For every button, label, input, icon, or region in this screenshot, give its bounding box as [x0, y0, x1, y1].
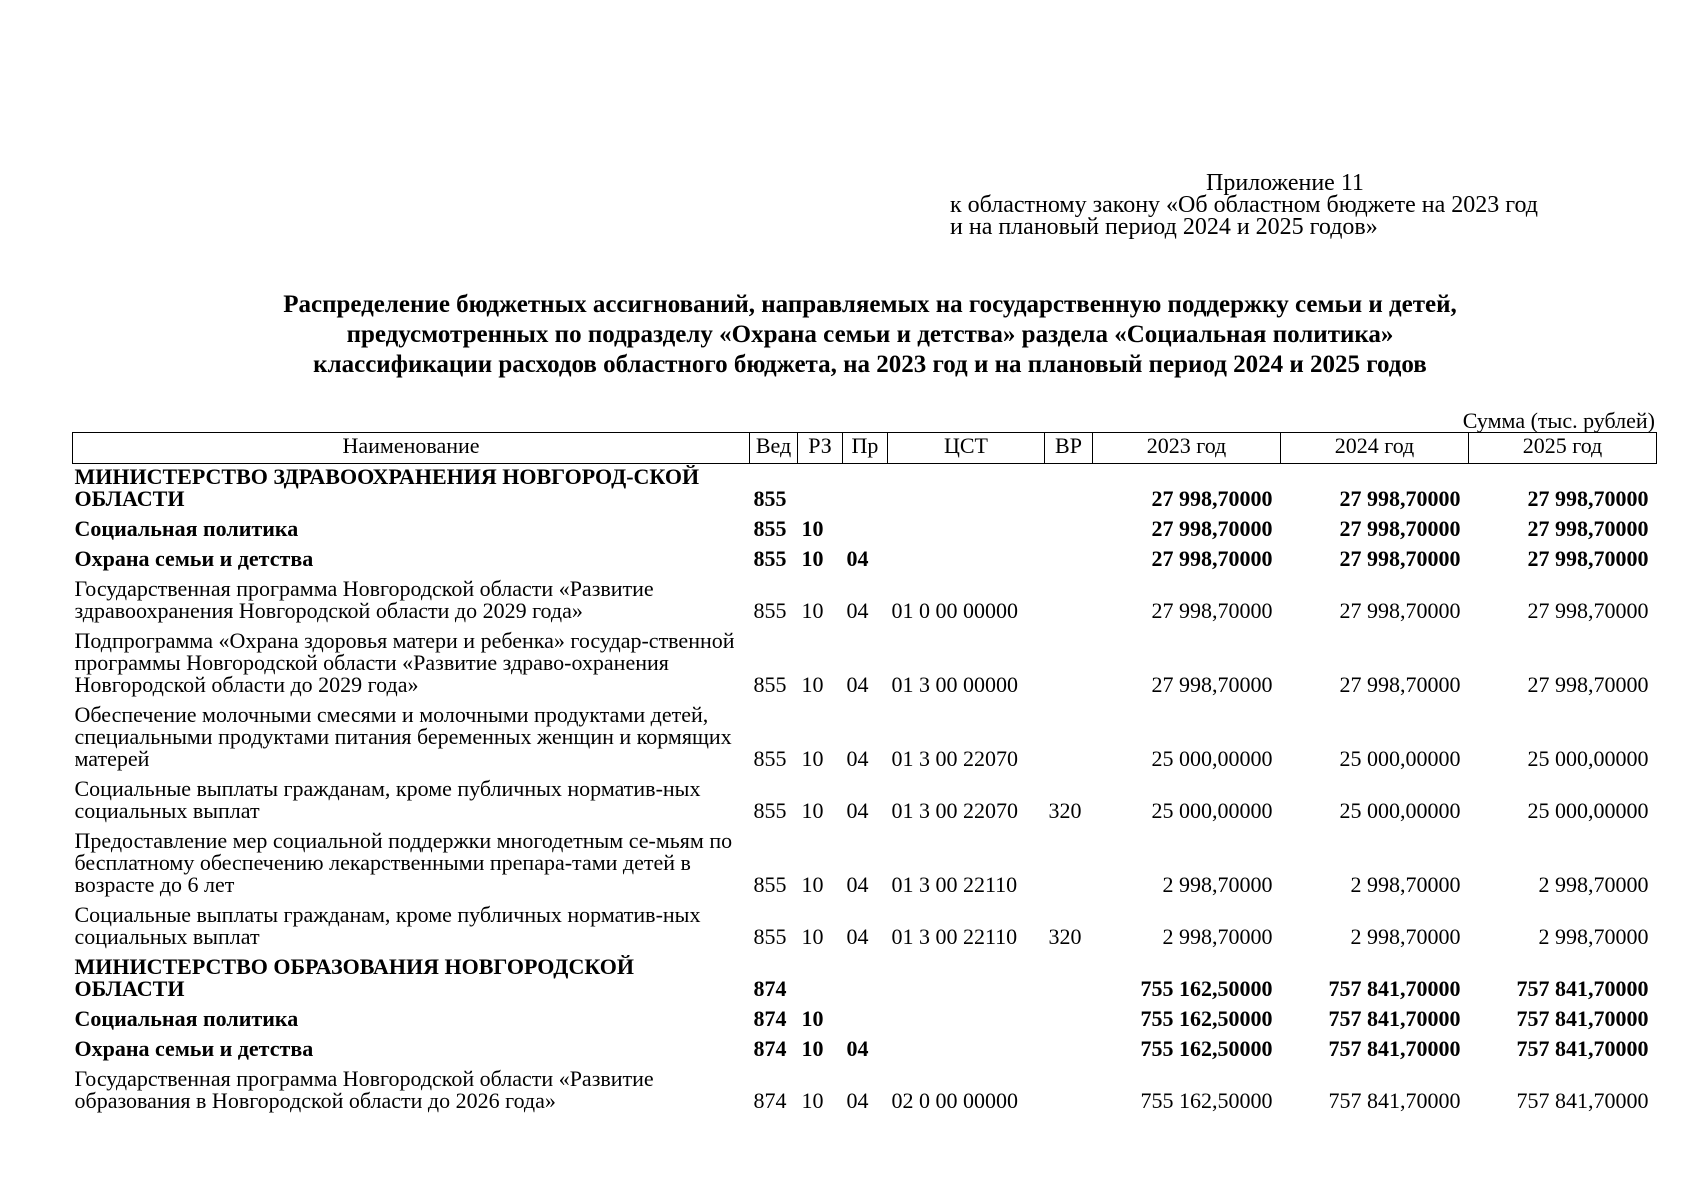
row-2025: 757 841,70000 [1516, 976, 1649, 1001]
row-2025: 2 998,70000 [1538, 924, 1649, 949]
row-name: Охрана семьи и детства [74, 1036, 314, 1061]
table-header-row [73, 433, 1657, 464]
row-name: Предоставление мер социальной поддержки многодетным се-мьям по бесплатному обеспечению лекарственными препара-тами детей в возрасте до 6 лет [74, 828, 733, 897]
row-2024: 25 000,00000 [1339, 746, 1461, 771]
table-row [73, 540, 1657, 570]
table-row [73, 1060, 1657, 1112]
row-pr: 04 [846, 598, 869, 623]
row-2024: 757 841,70000 [1328, 1088, 1461, 1113]
row-cst: 01 3 00 22070 [891, 746, 1018, 771]
row-vr [1045, 822, 1093, 896]
row-ved: 855 [753, 546, 787, 571]
table-row [73, 570, 1657, 622]
row-rz: 10 [801, 1088, 824, 1113]
row-pr: 04 [846, 872, 869, 897]
row-ved: 874 [753, 976, 787, 1001]
row-2025: 25 000,00000 [1527, 798, 1649, 823]
row-ved: 855 [753, 598, 787, 623]
header-ved: Вед [750, 433, 798, 464]
row-2025: 27 998,70000 [1527, 486, 1649, 511]
table-row [73, 696, 1657, 770]
row-vr [1045, 696, 1093, 770]
table-row [73, 896, 1657, 948]
row-name: МИНИСТЕРСТВО ЗДРАВООХРАНЕНИЯ НОВГОРОД-СКОЙ ОБЛАСТИ [74, 464, 700, 511]
header-rz: РЗ [798, 433, 843, 464]
row-cst [888, 464, 1045, 511]
row-vr: 320 [1048, 798, 1082, 823]
row-name: Государственная программа Новгородской области «Развитие здравоохранения Новгородской области до 2029 года» [74, 576, 654, 623]
row-ved: 855 [753, 798, 787, 823]
document-title [150, 290, 1590, 380]
row-ved: 855 [753, 746, 787, 771]
row-vr [1045, 570, 1093, 622]
table-row [73, 1030, 1657, 1060]
row-name: Социальная политика [74, 516, 299, 541]
row-2023: 2 998,70000 [1162, 872, 1273, 897]
row-vr [1045, 510, 1093, 540]
row-2023: 755 162,50000 [1140, 1088, 1273, 1113]
row-2025: 2 998,70000 [1538, 872, 1649, 897]
row-2025: 757 841,70000 [1516, 1088, 1649, 1113]
row-vr [1045, 1030, 1093, 1060]
row-vr [1045, 540, 1093, 570]
row-cst: 02 0 00 00000 [891, 1088, 1018, 1113]
row-pr: 04 [846, 1036, 869, 1061]
row-cst: 01 3 00 22110 [891, 872, 1018, 897]
row-vr [1045, 1060, 1093, 1112]
row-ved: 874 [753, 1036, 787, 1061]
row-2024: 27 998,70000 [1339, 546, 1461, 571]
row-cst: 01 0 00 00000 [891, 598, 1018, 623]
row-pr: 04 [846, 746, 869, 771]
row-cst [888, 1000, 1045, 1030]
appendix-number: Приложение 11 [1206, 170, 1364, 196]
row-2024: 25 000,00000 [1339, 798, 1461, 823]
table-row [73, 464, 1657, 511]
row-vr: 320 [1048, 924, 1082, 949]
row-rz: 10 [801, 598, 824, 623]
row-ved: 855 [753, 872, 787, 897]
appendix-block [950, 172, 1538, 238]
appendix-reference-line1: к областному закону «Об областном бюджете на 2023 год [950, 192, 1538, 218]
row-cst [888, 1030, 1045, 1060]
row-name: МИНИСТЕРСТВО ОБРАЗОВАНИЯ НОВГОРОДСКОЙ ОБЛАСТИ [74, 954, 634, 1001]
row-2024: 757 841,70000 [1328, 1006, 1461, 1031]
row-rz: 10 [801, 516, 824, 541]
table-row [73, 1000, 1657, 1030]
table-row [73, 948, 1657, 1000]
row-2025: 27 998,70000 [1527, 546, 1649, 571]
row-2024: 27 998,70000 [1339, 598, 1461, 623]
row-2023: 2 998,70000 [1162, 924, 1273, 949]
row-2023: 27 998,70000 [1151, 516, 1273, 541]
row-name: Охрана семьи и детства [74, 546, 314, 571]
table-row [73, 510, 1657, 540]
row-ved: 855 [753, 486, 787, 511]
row-2023: 755 162,50000 [1140, 1006, 1273, 1031]
row-name: Обеспечение молочными смесями и молочными продуктами детей, специальными продуктами питания беременных женщин и кормящих матерей [74, 702, 732, 771]
row-2023: 755 162,50000 [1140, 1036, 1273, 1061]
row-ved: 874 [753, 1088, 787, 1113]
header-pr: Пр [843, 433, 888, 464]
title-line-3: классификации расходов областного бюджета, на 2023 год и на плановый период 2024 и 2025 годов [313, 351, 1427, 378]
header-2023: 2023 год [1093, 433, 1281, 464]
row-2024: 27 998,70000 [1339, 516, 1461, 541]
row-rz [798, 464, 843, 511]
row-pr: 04 [846, 546, 869, 571]
row-2024: 27 998,70000 [1339, 486, 1461, 511]
row-2024: 757 841,70000 [1328, 1036, 1461, 1061]
row-cst: 01 3 00 22110 [891, 924, 1018, 949]
row-2024: 757 841,70000 [1328, 976, 1461, 1001]
row-2023: 25 000,00000 [1151, 746, 1273, 771]
row-2025: 27 998,70000 [1527, 672, 1649, 697]
row-rz [798, 948, 843, 1000]
row-pr [843, 1000, 888, 1030]
row-name: Государственная программа Новгородской области «Развитие образования в Новгородской области до 2026 года» [74, 1066, 654, 1113]
row-rz: 10 [801, 872, 824, 897]
row-vr [1045, 1000, 1093, 1030]
row-pr: 04 [846, 924, 869, 949]
table-row [73, 770, 1657, 822]
row-pr: 04 [846, 798, 869, 823]
row-pr [843, 510, 888, 540]
row-rz: 10 [801, 546, 824, 571]
row-cst: 01 3 00 00000 [891, 672, 1018, 697]
table-row [73, 822, 1657, 896]
row-pr [843, 948, 888, 1000]
row-2025: 757 841,70000 [1516, 1036, 1649, 1061]
row-rz: 10 [801, 746, 824, 771]
row-ved: 855 [753, 924, 787, 949]
row-rz: 10 [801, 1036, 824, 1061]
row-2025: 25 000,00000 [1527, 746, 1649, 771]
row-ved: 855 [753, 672, 787, 697]
table-row [73, 622, 1657, 696]
budget-table [72, 432, 1657, 1112]
row-name: Социальные выплаты гражданам, кроме публичных норматив-ных социальных выплат [74, 776, 701, 823]
row-2025: 27 998,70000 [1527, 516, 1649, 541]
row-ved: 855 [753, 516, 787, 541]
row-2023: 27 998,70000 [1151, 598, 1273, 623]
row-rz: 10 [801, 924, 824, 949]
title-line-1: Распределение бюджетных ассигнований, направляемых на государственную поддержку семьи и детей, [283, 291, 1457, 318]
row-cst [888, 540, 1045, 570]
row-2023: 755 162,50000 [1140, 976, 1273, 1001]
header-name: Наименование [73, 433, 750, 464]
row-cst [888, 510, 1045, 540]
row-pr [843, 464, 888, 511]
row-2023: 27 998,70000 [1151, 486, 1273, 511]
row-cst: 01 3 00 22070 [891, 798, 1018, 823]
header-cst: ЦСТ [888, 433, 1045, 464]
row-name: Социальные выплаты гражданам, кроме публичных норматив-ных социальных выплат [74, 902, 701, 949]
row-vr [1045, 464, 1093, 511]
row-2024: 27 998,70000 [1339, 672, 1461, 697]
row-vr [1045, 622, 1093, 696]
row-rz: 10 [801, 1006, 824, 1031]
row-ved: 874 [753, 1006, 787, 1031]
row-rz: 10 [801, 798, 824, 823]
row-pr: 04 [846, 1088, 869, 1113]
appendix-reference-line2: и на плановый период 2024 и 2025 годов» [950, 214, 1378, 240]
title-line-2: предусмотренных по подразделу «Охрана семьи и детства» раздела «Социальная политика» [346, 321, 1394, 348]
row-2024: 2 998,70000 [1350, 924, 1461, 949]
row-vr [1045, 948, 1093, 1000]
row-cst [888, 948, 1045, 1000]
units-label: Сумма (тыс. рублей) [1462, 408, 1655, 433]
row-2025: 27 998,70000 [1527, 598, 1649, 623]
row-2023: 25 000,00000 [1151, 798, 1273, 823]
row-2023: 27 998,70000 [1151, 672, 1273, 697]
header-2025: 2025 год [1469, 433, 1657, 464]
header-2024: 2024 год [1281, 433, 1469, 464]
header-vr: ВР [1045, 433, 1093, 464]
row-2024: 2 998,70000 [1350, 872, 1461, 897]
row-2023: 27 998,70000 [1151, 546, 1273, 571]
row-name: Социальная политика [74, 1006, 299, 1031]
row-2025: 757 841,70000 [1516, 1006, 1649, 1031]
row-pr: 04 [846, 672, 869, 697]
row-rz: 10 [801, 672, 824, 697]
row-name: Подпрограмма «Охрана здоровья матери и ребенка» государ-ственной программы Новгородской области «Развитие здраво-охранения Новгородской области до 2029 года» [74, 628, 735, 697]
